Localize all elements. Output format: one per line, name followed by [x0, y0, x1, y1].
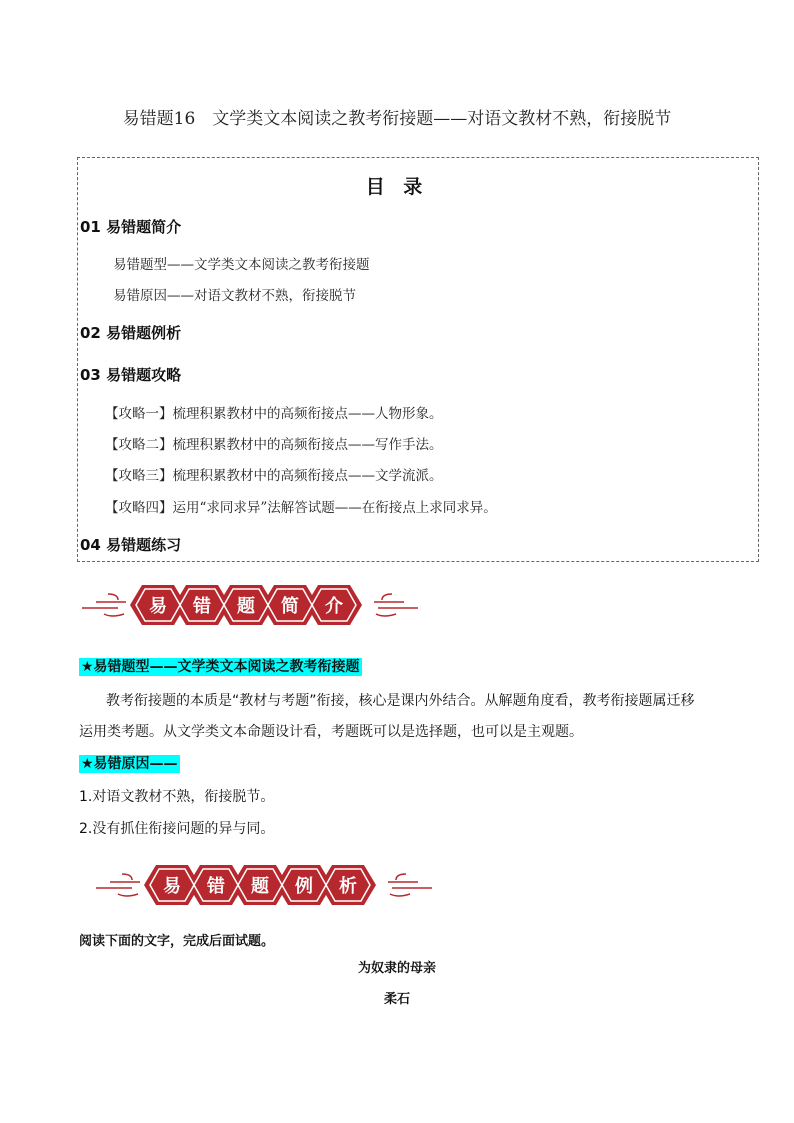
error-type-label: ★易错题型——文学类文本阅读之教考衔接题	[81, 659, 360, 675]
banner-char: 析	[339, 876, 357, 897]
toc-item: 易错题型——文学类文本阅读之教考衔接题	[113, 257, 370, 273]
banner-char: 易	[149, 596, 167, 617]
banner-char: 题	[237, 596, 255, 617]
banner-char: 错	[207, 876, 225, 897]
error-reason-label: ★易错原因——	[81, 756, 178, 772]
toc-heading: 目 录	[365, 176, 429, 198]
toc-section-04: 04 易错题练习	[80, 536, 182, 554]
article-author: 柔石	[383, 992, 410, 1007]
banner-char: 介	[325, 596, 343, 617]
document-title: 易错题16 文学类文本阅读之教考衔接题——对语文教材不熟，衔接脱节	[122, 109, 672, 129]
section-banner-example	[92, 860, 437, 910]
banner-char: 题	[251, 876, 269, 897]
toc-section-03: 03 易错题攻略	[80, 366, 182, 384]
toc-item: 【攻略三】梳理积累教材中的高频衔接点——文学流派。	[105, 468, 443, 484]
toc-section-01: 01 易错题简介	[80, 218, 182, 236]
reason-item: 1.对语文教材不熟，衔接脱节。	[79, 789, 275, 805]
toc-item: 【攻略四】运用“求同求异”法解答试题——在衔接点上求同求异。	[105, 500, 497, 516]
reading-instruction: 阅读下面的文字，完成后面试题。	[79, 934, 275, 949]
toc-item: 【攻略一】梳理积累教材中的高频衔接点——人物形象。	[105, 406, 443, 422]
section-banner-intro	[78, 580, 423, 630]
banner-char: 错	[193, 596, 211, 617]
reason-item: 2.没有抓住衔接问题的异与同。	[79, 821, 275, 837]
banner-char: 易	[163, 876, 181, 897]
toc-item: 【攻略二】梳理积累教材中的高频衔接点——写作手法。	[105, 437, 443, 453]
banner-char: 例	[295, 876, 313, 897]
toc-item: 易错原因——对语文教材不熟，衔接脱节	[113, 288, 356, 304]
article-title: 为奴隶的母亲	[357, 961, 436, 976]
toc-section-02: 02 易错题例析	[80, 324, 182, 342]
intro-paragraph-line: 运用类考题。从文学类文本命题设计看，考题既可以是选择题，也可以是主观题。	[79, 724, 583, 740]
banner-char: 简	[281, 596, 299, 617]
intro-paragraph-line: 教考衔接题的本质是“教材与考题”衔接，核心是课内外结合。从解题角度看，教考衔接题属迁移	[106, 693, 695, 709]
